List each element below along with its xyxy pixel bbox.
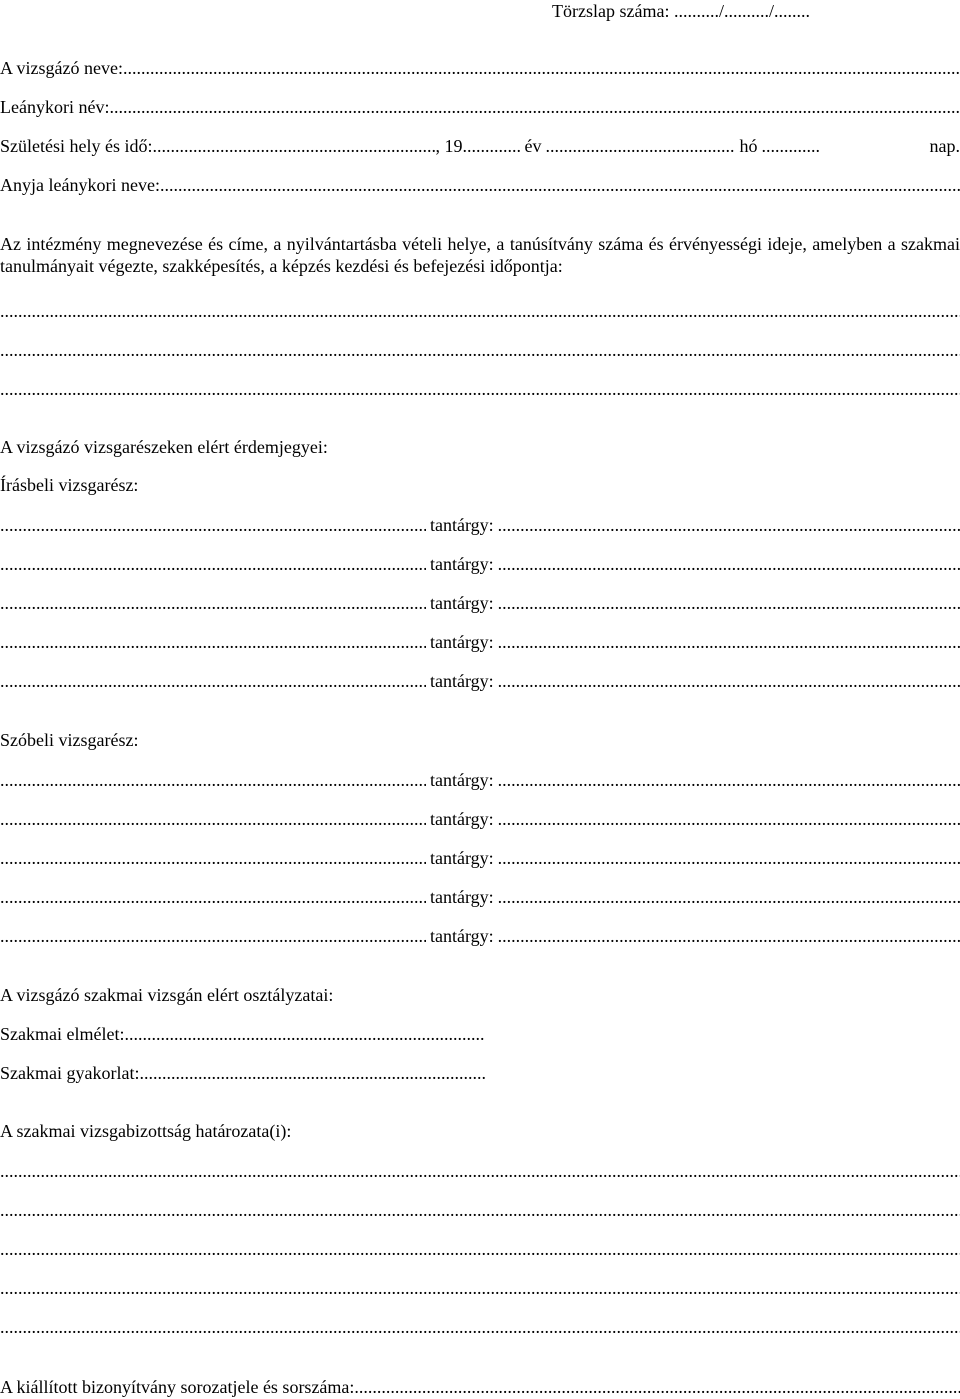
committee-blank-line: [0, 1316, 960, 1338]
subject-label: tantárgy:: [430, 770, 494, 790]
theory-label: Szakmai elmélet:: [0, 1024, 125, 1044]
subject-label: tantárgy:: [430, 887, 494, 907]
institution-text: Az intézmény megnevezése és címe, a nyilvántartásba vételi helye, a tanúsítvány száma és érvényességi ideje, amelyben a szakmai tanulmányait végezte, szakképesítés, a képzés kezdési és befejezési időpontja:: [0, 234, 960, 276]
name-label: A vizsgázó neve:: [0, 58, 123, 78]
institution-blank-line: [0, 300, 960, 322]
written-subject-row: [0, 592, 960, 614]
subject-label: tantárgy:: [430, 593, 494, 613]
maiden-name-field: [0, 96, 960, 118]
committee-blank-line: [0, 1160, 960, 1182]
oral-label: Szóbeli vizsgarész:: [0, 730, 139, 750]
written-subject-row: [0, 631, 960, 653]
birth-field: [0, 135, 960, 157]
birth-label: Születési hely és idő:: [0, 136, 153, 156]
subject-label: tantárgy:: [430, 848, 494, 868]
certificate-field: [0, 1376, 960, 1398]
committee-blank-line: [0, 1277, 960, 1299]
written-subject-row: [0, 670, 960, 692]
torzslap-number: Törzslap száma: ........../........../........: [552, 1, 810, 21]
subject-label: tantárgy:: [430, 515, 494, 535]
institution-blank-line: [0, 339, 960, 361]
practice-label: Szakmai gyakorlat:: [0, 1063, 140, 1083]
oral-subject-row: [0, 769, 960, 791]
subject-label: tantárgy:: [430, 809, 494, 829]
certificate-label: A kiállított bizonyítvány sorozatjele és sorszáma:: [0, 1377, 355, 1397]
theory-field: [0, 1023, 960, 1045]
written-label: Írásbeli vizsgarész:: [0, 475, 139, 495]
subject-label: tantárgy:: [430, 671, 494, 691]
committee-blank-line: [0, 1199, 960, 1221]
committee-blank-line: [0, 1238, 960, 1260]
month-label: hó: [739, 136, 758, 156]
grades-heading: A vizsgázó vizsgarészeken elért érdemjegyei:: [0, 437, 328, 457]
birth-year-prefix: , 19: [435, 136, 463, 156]
results-heading: A vizsgázó szakmai vizsgán elért osztályzatai:: [0, 985, 334, 1005]
subject-label: tantárgy:: [430, 554, 494, 574]
mother-name-label: Anyja leánykori neve:: [0, 175, 160, 195]
mother-name-field: [0, 174, 960, 196]
oral-subject-row: [0, 886, 960, 908]
committee-heading: A szakmai vizsgabizottság határozata(i):: [0, 1121, 292, 1141]
institution-blank-line: [0, 378, 960, 400]
written-subject-row: [0, 553, 960, 575]
name-field: [0, 57, 960, 79]
subject-label: tantárgy:: [430, 926, 494, 946]
day-label: nap.: [929, 136, 960, 156]
written-subject-row: [0, 514, 960, 536]
year-label: év: [524, 136, 542, 156]
oral-subject-row: [0, 808, 960, 830]
maiden-name-label: Leánykori név:: [0, 97, 110, 117]
subject-label: tantárgy:: [430, 632, 494, 652]
practice-field: [0, 1062, 960, 1084]
oral-subject-row: [0, 847, 960, 869]
oral-subject-row: [0, 925, 960, 947]
